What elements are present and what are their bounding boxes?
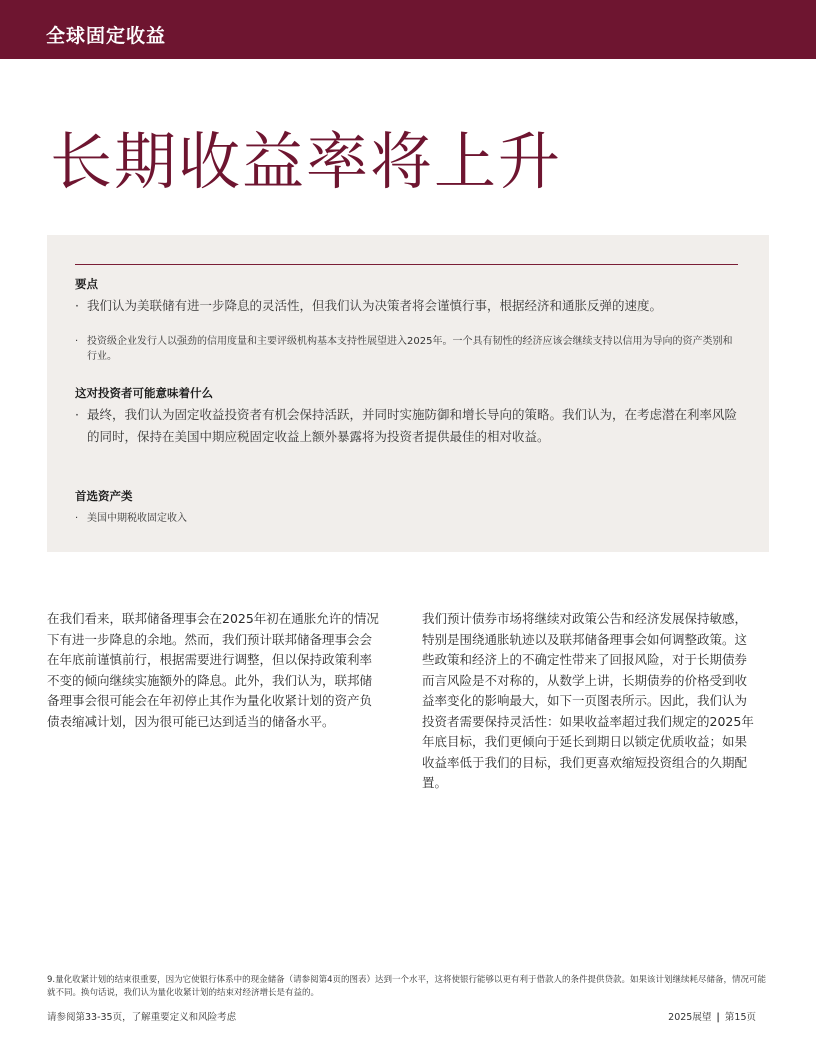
key-points-panel bbox=[47, 235, 769, 552]
footer-disclosure-link[interactable]: 请参阅第33-35页，了解重要定义和风险考虑 bbox=[47, 1012, 237, 1023]
bullet-icon: · bbox=[75, 336, 79, 347]
bullet-icon: · bbox=[75, 513, 79, 524]
implications-heading: 这对投资者可能意味着什么 bbox=[75, 386, 213, 400]
body-text-right: 我们预计债券市场将继续对政策公告和经济发展保持敏感，特别是围绕通胀轨迹以及联邦储备理事会如何调整政策。这些政策和经济上的不确定性带来了回报风险，对于长期债券而言风险是不对称的，从数学上讲，长期债券的价格受到收益率变化的影响最大，如下一页图表所示。因此，我们认为投资者需要保持灵活性：如果收益率超过我们规定的2025年年底目标，我们更倾向于延长到期日以锁定优质收益；如果收益率低于我们的目标，我们更喜欢缩短投资组合的久期配置。 bbox=[422, 611, 754, 790]
page-title: 长期收益率将上升 bbox=[50, 125, 563, 198]
footer-page-number: 第15页 bbox=[724, 1012, 756, 1023]
implication-item bbox=[75, 404, 740, 448]
panel-divider bbox=[75, 264, 738, 265]
key-point-item bbox=[75, 334, 740, 364]
preferred-text: 美国中期税收固定收入 bbox=[87, 513, 187, 524]
bullet-icon: · bbox=[75, 298, 79, 313]
key-point-item bbox=[75, 295, 740, 317]
key-point-text: 我们认为美联储有进一步降息的灵活性，但我们认为决策者将会谨慎行事，根据经济和通胀反弹的速度。 bbox=[87, 298, 663, 313]
preferred-heading: 首选资产类 bbox=[75, 489, 133, 503]
body-text-left: 在我们看来，联邦储备理事会在2025年初在通胀允许的情况下有进一步降息的余地。然而，我们预计联邦储备理事会会在年底前谨慎前行，根据需要进行调整，但以保持政策利率不变的倾向继续实施额外的降息。此外，我们认为，联邦储备理事会很可能会在年初停止其作为量化收紧计划的资产负债表缩减计划，因为很可能已达到适当的储备水平。 bbox=[47, 611, 379, 729]
footer-publication: 2025展望 bbox=[668, 1012, 712, 1023]
footnote: 9.量化收紧计划的结束很重要，因为它使银行体系中的现金储备（请参阅第4页的图表）达到一个水平，这将使银行能够以更有利于借款人的条件提供贷款。如果该计划继续耗尽储备，情况可能就不同。换句话说，我们认为量化收紧计划的结束对经济增长是有益的。 bbox=[47, 975, 767, 998]
header-bar bbox=[0, 0, 816, 59]
key-point-text: 投资级企业发行人以强劲的信用度量和主要评级机构基本支持性展望进入2025年。一个具有韧性的经济应该会继续支持以信用为导向的资产类别和行业。 bbox=[87, 336, 733, 362]
section-label: 全球固定收益 bbox=[46, 25, 167, 47]
preferred-item bbox=[75, 511, 740, 526]
bullet-icon: · bbox=[75, 407, 79, 422]
implication-text: 最终，我们认为固定收益投资者有机会保持活跃，并同时实施防御和增长导向的策略。我们认为，在考虑潜在利率风险的同时，保持在美国中期应税固定收益上额外暴露将为投资者提供最佳的相对收益。 bbox=[87, 407, 738, 444]
footer-separator: | bbox=[716, 1012, 720, 1023]
key-points-heading: 要点 bbox=[75, 277, 98, 291]
footer-page-info bbox=[668, 1009, 756, 1023]
